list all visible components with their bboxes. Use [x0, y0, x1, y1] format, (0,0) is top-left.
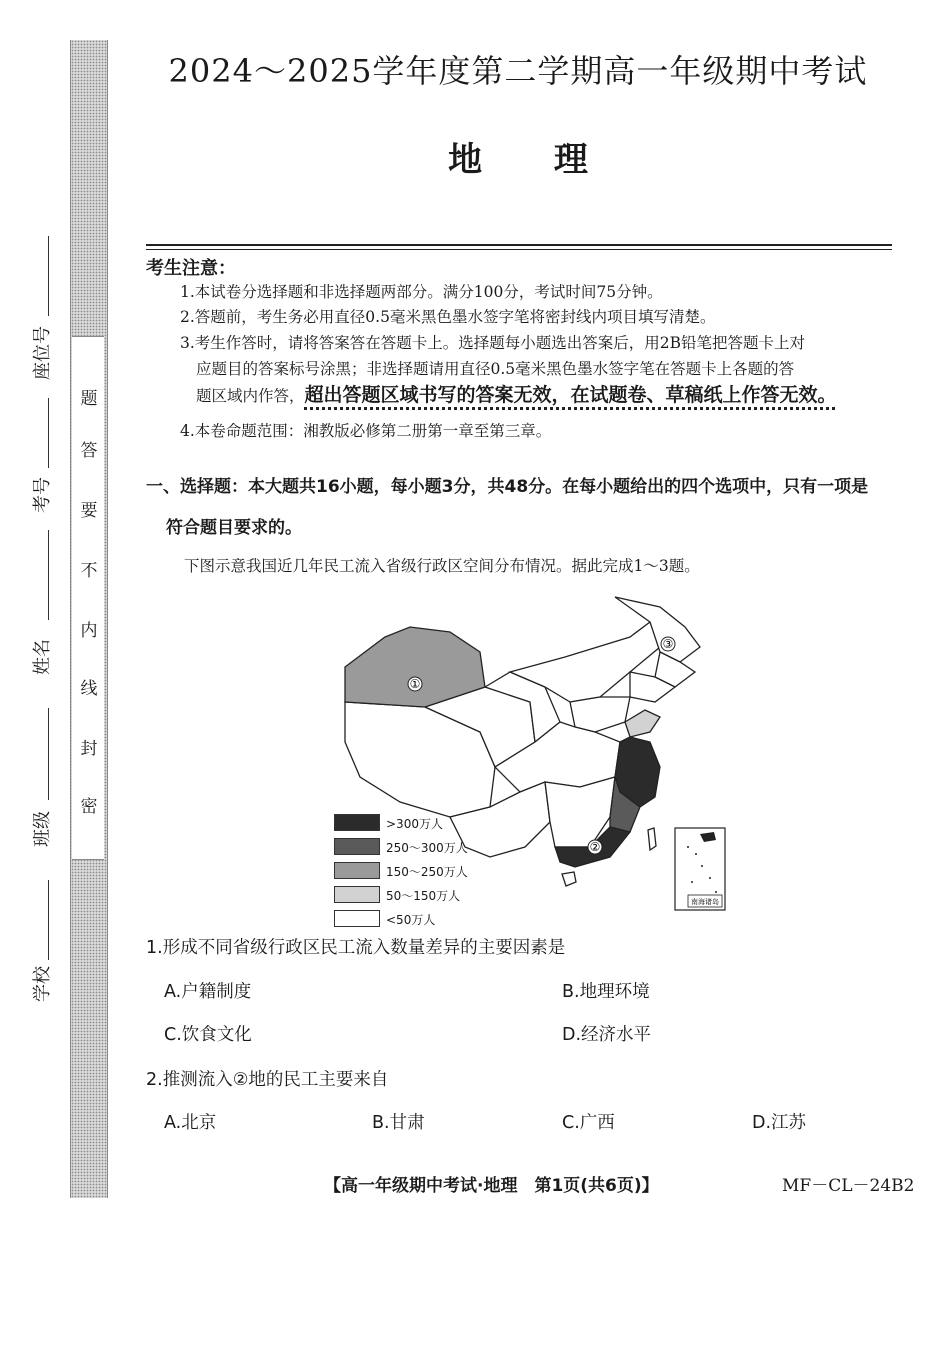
notice-item-3-line1: 3.考生作答时，请将答案答在答题卡上。选择题每小题选出答案后，用2B铅笔把答题卡上对 [180, 334, 806, 352]
seal-char: 线 [80, 679, 98, 699]
field-examno-label: 考号 [32, 477, 53, 513]
notice-emphasis: 超出答题区域书写的答案无效，在试题卷、草稿纸上作答无效。 [304, 384, 837, 406]
legend-swatch-1 [334, 814, 380, 831]
q1-option-a[interactable]: A.户籍制度 [164, 982, 252, 1002]
legend-label-1: >300万人 [386, 817, 443, 831]
marker-2: ② [589, 840, 601, 854]
question-1-stem: 1.形成不同省级行政区民工流入数量差异的主要因素是 [146, 938, 566, 958]
seal-char: 封 [80, 739, 98, 759]
seal-char: 题 [80, 389, 98, 409]
legend-swatch-3 [334, 862, 380, 879]
legend-label-4: 50～150万人 [386, 889, 461, 903]
question-2-stem: 2.推测流入②地的民工主要来自 [146, 1070, 389, 1090]
question-intro: 下图示意我国近几年民工流入省级行政区空间分布情况。据此完成1～3题。 [184, 557, 700, 575]
marker-3: ③ [662, 637, 674, 651]
seal-char: 不 [80, 561, 98, 581]
q2-option-d[interactable]: D.江苏 [752, 1113, 807, 1133]
region-north-china [570, 697, 630, 732]
legend-label-5: <50万人 [386, 913, 436, 927]
subject-title: 地 理 [448, 140, 588, 180]
seal-char: 要 [80, 501, 98, 521]
field-school-label: 学校 [32, 966, 53, 1002]
q2-option-a[interactable]: A.北京 [164, 1113, 217, 1133]
region-shandong [625, 710, 660, 737]
notice-item-3-line2: 应题目的答案标号涂黑；非选择题请用直径0.5毫米黑色墨水签字笔在答题卡上各题的答 [196, 360, 795, 378]
notice-item-4: 4.本卷命题范围：湘教版必修第二册第一章至第三章。 [180, 422, 552, 440]
legend-swatch-5 [334, 910, 380, 927]
field-examno-line[interactable] [48, 398, 49, 468]
notice-item-3-prefix: 题区域内作答， [196, 387, 305, 405]
page-footer: 【高一年级期中考试·地理 第1页(共6页)】 [324, 1176, 659, 1196]
seal-char: 内 [80, 621, 98, 641]
field-seat-line[interactable] [48, 236, 49, 316]
notice-item-1: 1.本试卷分选择题和非选择题两部分。满分100分，考试时间75分钟。 [180, 283, 663, 301]
field-class-line[interactable] [48, 708, 49, 800]
legend-label-2: 250～300万人 [386, 841, 468, 855]
q1-option-d[interactable]: D.经济水平 [562, 1025, 652, 1045]
notice-item-2: 2.答题前，考生务必用直径0.5毫米黑色墨水签字笔将密封线内项目填写清楚。 [180, 308, 716, 326]
legend-swatch-2 [334, 838, 380, 855]
header-rule [146, 244, 892, 246]
region-taiwan [648, 828, 656, 850]
q1-option-b[interactable]: B.地理环境 [562, 982, 650, 1002]
seal-char: 答 [80, 441, 98, 461]
field-name-label: 姓名 [32, 639, 53, 675]
field-seat-label: 座位号 [32, 326, 53, 380]
section-heading: 一、选择题：本大题共16小题，每小题3分，共48分。在每小题给出的四个选项中，只有一项是 [146, 477, 869, 497]
q2-option-c[interactable]: C.广西 [562, 1113, 615, 1133]
region-hainan [562, 872, 576, 886]
field-class-label: 班级 [32, 811, 53, 847]
notice-item-3-line3 [196, 384, 896, 407]
seal-window [72, 336, 104, 860]
marker-1: ① [409, 677, 421, 691]
section-heading-cont: 符合题目要求的。 [166, 518, 302, 538]
legend-swatch-4 [334, 886, 380, 903]
inset-label: 南海诸岛 [691, 898, 719, 906]
paper-code: MF－CL－24B2 [782, 1176, 915, 1196]
field-school-line[interactable] [48, 880, 49, 960]
field-name-line[interactable] [48, 530, 49, 620]
q2-option-b[interactable]: B.甘肃 [372, 1113, 425, 1133]
seal-char: 密 [80, 797, 98, 817]
header-rule-thin [146, 249, 892, 250]
exam-title: 2024～2025学年度第二学期高一年级期中考试 [168, 52, 868, 90]
q1-option-c[interactable]: C.饮食文化 [164, 1025, 252, 1045]
legend-label-3: 150～250万人 [386, 865, 468, 879]
notice-title: 考生注意： [146, 258, 236, 279]
